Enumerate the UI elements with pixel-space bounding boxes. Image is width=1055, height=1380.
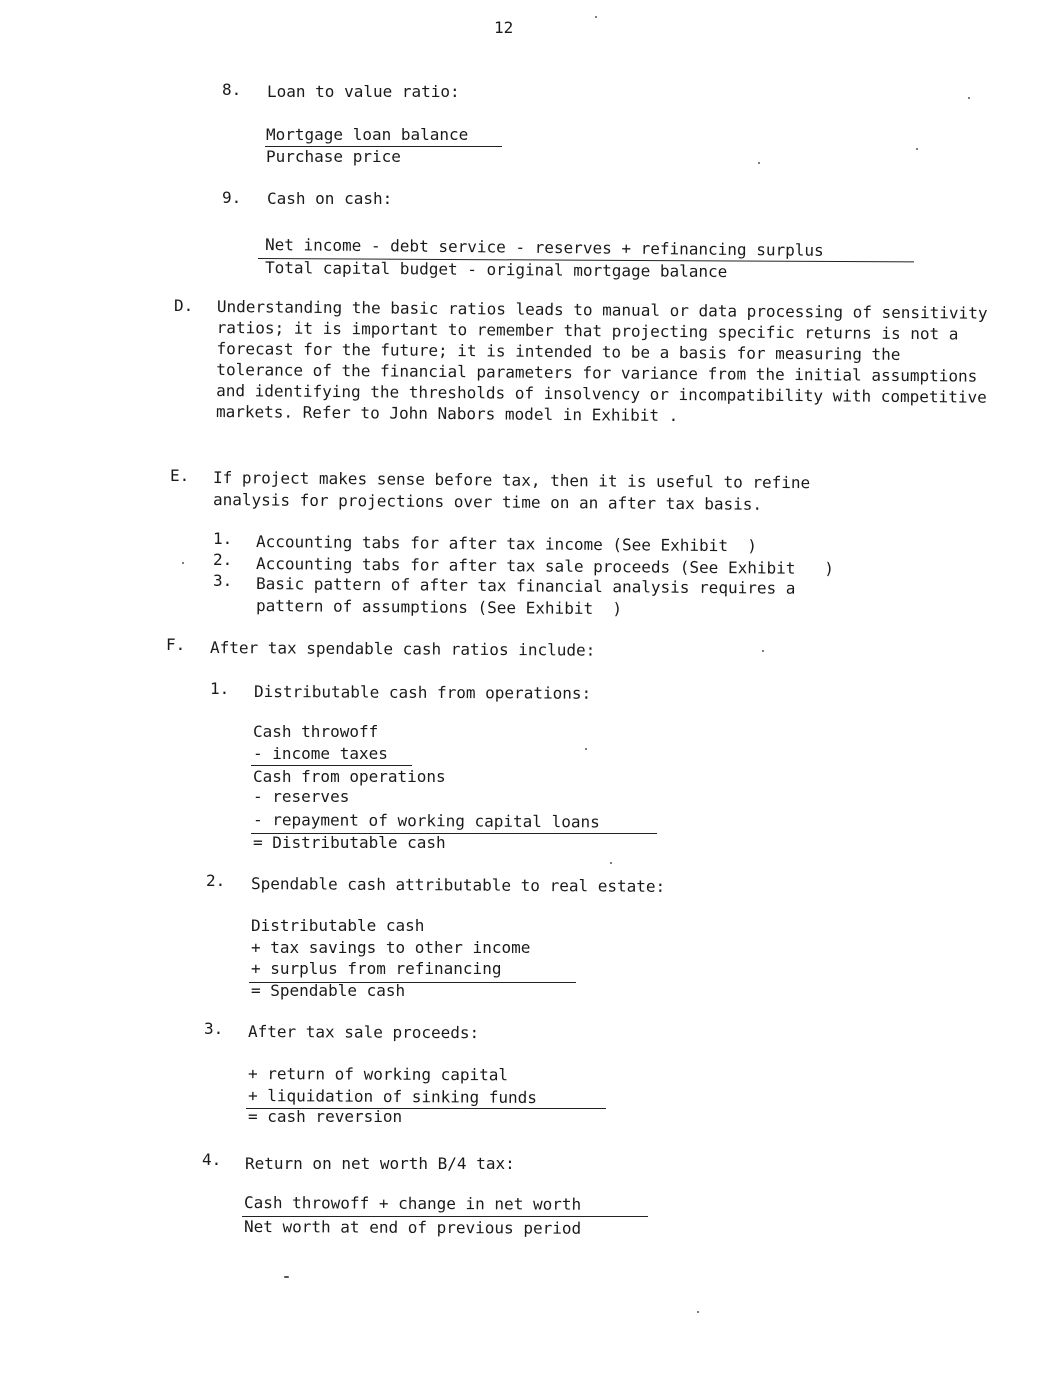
item-9-denominator: Total capital budget - original mortgage balance: [264, 258, 728, 282]
f-item-2-line: + surplus from refinancing: [251, 959, 502, 978]
f-item-2-number: 2.: [206, 871, 226, 890]
f-item-2-line: = Spendable cash: [251, 981, 406, 1000]
f-item-1-line: Cash throwoff: [253, 722, 379, 741]
f-item-3-number: 3.: [204, 1019, 224, 1038]
item-9-title: Cash on cash:: [267, 189, 393, 208]
f-item-4-denominator: Net worth at end of previous period: [243, 1217, 582, 1238]
scan-speck: [762, 650, 764, 652]
item-9-number: 9.: [222, 188, 242, 207]
scan-speck: [968, 97, 970, 99]
f-item-1-line: - reserves: [253, 787, 350, 806]
section-f-letter: F.: [166, 635, 186, 654]
scan-speck: [284, 1276, 289, 1278]
item-8-number: 8.: [222, 80, 242, 99]
f-item-1-title: Distributable cash from operations:: [253, 682, 592, 703]
f-item-4-number: 4.: [202, 1150, 222, 1169]
item-8-numerator: Mortgage loan balance: [266, 125, 469, 144]
section-e-item-3-text: Basic pattern of after tax financial analysis requires a: [255, 574, 796, 598]
item-9-numerator: Net income - debt service - reserves + refinancing surplus: [264, 235, 824, 260]
section-e-line-2: analysis for projections over time on an after tax basis.: [212, 490, 763, 514]
section-e-item-1-number: 1.: [213, 529, 233, 548]
f-item-1-line: = Distributable cash: [253, 833, 446, 852]
section-e-item-3-number: 3.: [213, 571, 233, 590]
f-item-1-subtotal-bar: [251, 765, 412, 766]
section-d-paragraph: Understanding the basic ratios leads to manual or data processing of sensitivity ratios; it is important to remember that projecting specific returns is not a forecast for the future; it is intended to be a basis for measuring the tolerance of the financial parameters for variance from the initial assumptions and identifying the thresholds of insolvency or incompatibility with competitive markets. Refer to John Nabors model in Exhibit .: [215, 296, 988, 426]
section-d-letter: D.: [174, 296, 194, 315]
section-f-title: After tax spendable cash ratios include:: [209, 638, 596, 660]
item-8-title: Loan to value ratio:: [267, 82, 460, 101]
f-item-1-line: - income taxes: [253, 744, 388, 763]
f-item-1-line: - repayment of working capital loans: [252, 810, 600, 832]
scan-speck: [758, 162, 760, 164]
scan-speck: [916, 148, 918, 150]
f-item-2-line: Distributable cash: [251, 916, 425, 935]
f-item-1-number: 1.: [210, 679, 230, 698]
f-item-4-title: Return on net worth B/4 tax:: [245, 1154, 515, 1173]
section-e-letter: E.: [170, 466, 190, 485]
f-item-2-title: Spendable cash attributable to real estate:: [250, 874, 666, 896]
scan-speck: [182, 562, 184, 564]
section-e-item-3-continuation: pattern of assumptions (See Exhibit ): [255, 596, 623, 619]
scan-speck: [610, 862, 612, 864]
f-item-3-line: + return of working capital: [247, 1064, 509, 1085]
section-e-line-1: If project makes sense before tax, then it is useful to refine: [212, 468, 811, 493]
section-e-item-1-text: Accounting tabs for after tax income (See Exhibit ): [255, 532, 757, 556]
scan-speck: [697, 1311, 699, 1313]
f-item-1-line: Cash from operations: [253, 767, 446, 786]
scan-speck: [595, 16, 597, 18]
scan-speck: [585, 748, 587, 750]
f-item-3-title: After tax sale proceeds:: [247, 1022, 480, 1043]
f-item-3-line: + liquidation of sinking funds: [247, 1086, 538, 1108]
f-item-4-numerator: Cash throwoff + change in net worth: [243, 1193, 582, 1214]
item-8-denominator: Purchase price: [266, 147, 401, 166]
f-item-2-line: + tax savings to other income: [251, 938, 531, 957]
f-item-3-line: = cash reversion: [248, 1107, 403, 1126]
page-number: 12: [494, 18, 514, 37]
section-e-item-2-number: 2.: [213, 550, 233, 569]
section-e-item-2-text: Accounting tabs for after tax sale proceeds (See Exhibit ): [255, 554, 835, 579]
